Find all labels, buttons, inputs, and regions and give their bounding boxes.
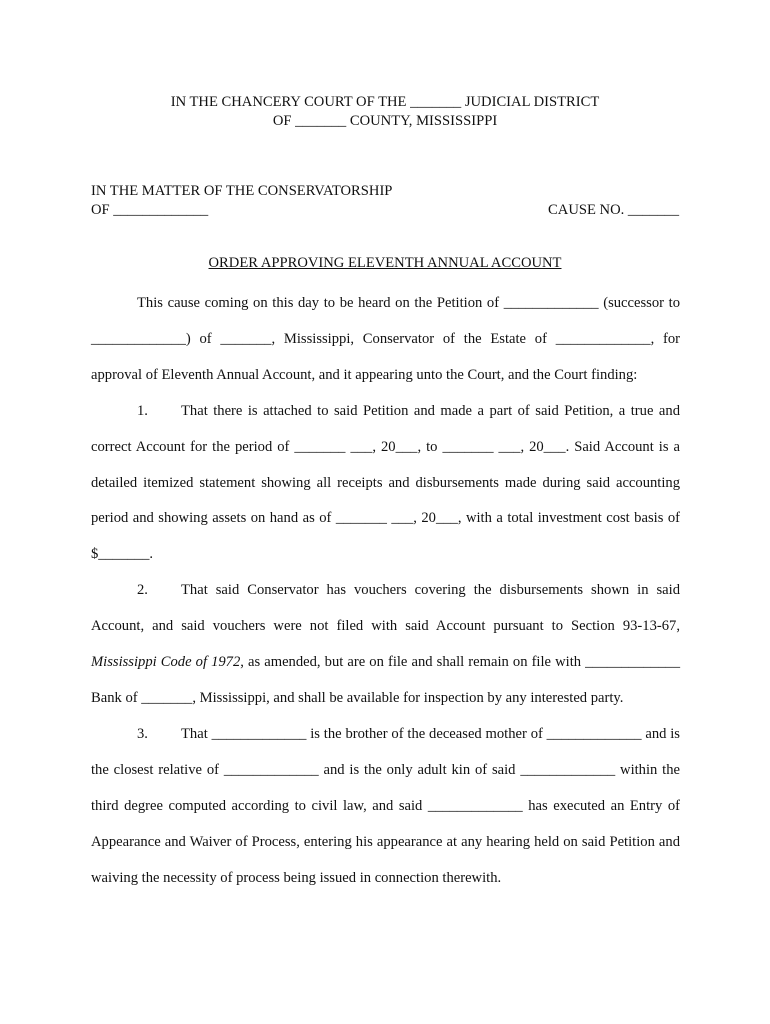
matter-heading-line2: OF _____________ xyxy=(91,202,209,218)
order-body xyxy=(91,286,680,896)
paragraph-number: 2. xyxy=(137,582,148,599)
finding-paragraph-1 xyxy=(91,394,680,574)
paragraph-text: That said Conservator has vouchers covering the disbursements shown in said Account, and said vouchers were not filed with said Account pursuant to Section 93-13-67, xyxy=(91,582,680,635)
paragraph-text-cont: , as amended, but are on file and shall remain on file with _____________ Bank of _______, Mississippi, and shall be available for inspection by any interested party. xyxy=(91,654,680,706)
finding-paragraph-3 xyxy=(91,717,680,897)
paragraph-number: 1. xyxy=(137,402,148,419)
finding-paragraph-2 xyxy=(91,573,680,717)
intro-paragraph: This cause coming on this day to be heard on the Petition of _____________ (successor to _____________) of _______, Mississippi, Conservator of the Estate of _____________, for approval of Eleventh Annual Account, and it appearing unto the Court, and the Court finding: xyxy=(91,295,680,383)
order-title: ORDER APPROVING ELEVENTH ANNUAL ACCOUNT xyxy=(208,255,562,271)
court-caption-line2: OF _______ COUNTY, MISSISSIPPI xyxy=(272,113,498,129)
paragraph-number: 3. xyxy=(137,725,148,742)
statute-reference: Mississippi Code of 1972 xyxy=(91,654,241,671)
cause-number: CAUSE NO. _______ xyxy=(548,202,679,218)
paragraph-text: That there is attached to said Petition and made a part of said Petition, a true and correct Account for the period of _______ ___, 20___, to _______ ___, 20___. Said Account is a detailed itemized statement showing all receipts and disbursements made during said accounting period and showing assets on hand as of _______ ___, 20___, with a total investment cost basis of $_______. xyxy=(91,402,680,563)
paragraph-text: That _____________ is the brother of the deceased mother of _____________ and is the closest relative of _____________ and is the only adult kin of said _____________ within the third degree computed according to civil law, and said _____________ has executed an Entry of Appearance and Waiver of Process, entering his appearance at any hearing held on said Petition and waiving the necessity of process being issued in connection therewith. xyxy=(91,725,680,886)
court-caption-line1: IN THE CHANCERY COURT OF THE _______ JUDICIAL DISTRICT xyxy=(170,94,600,110)
matter-heading-line1: IN THE MATTER OF THE CONSERVATORSHIP xyxy=(91,183,393,199)
